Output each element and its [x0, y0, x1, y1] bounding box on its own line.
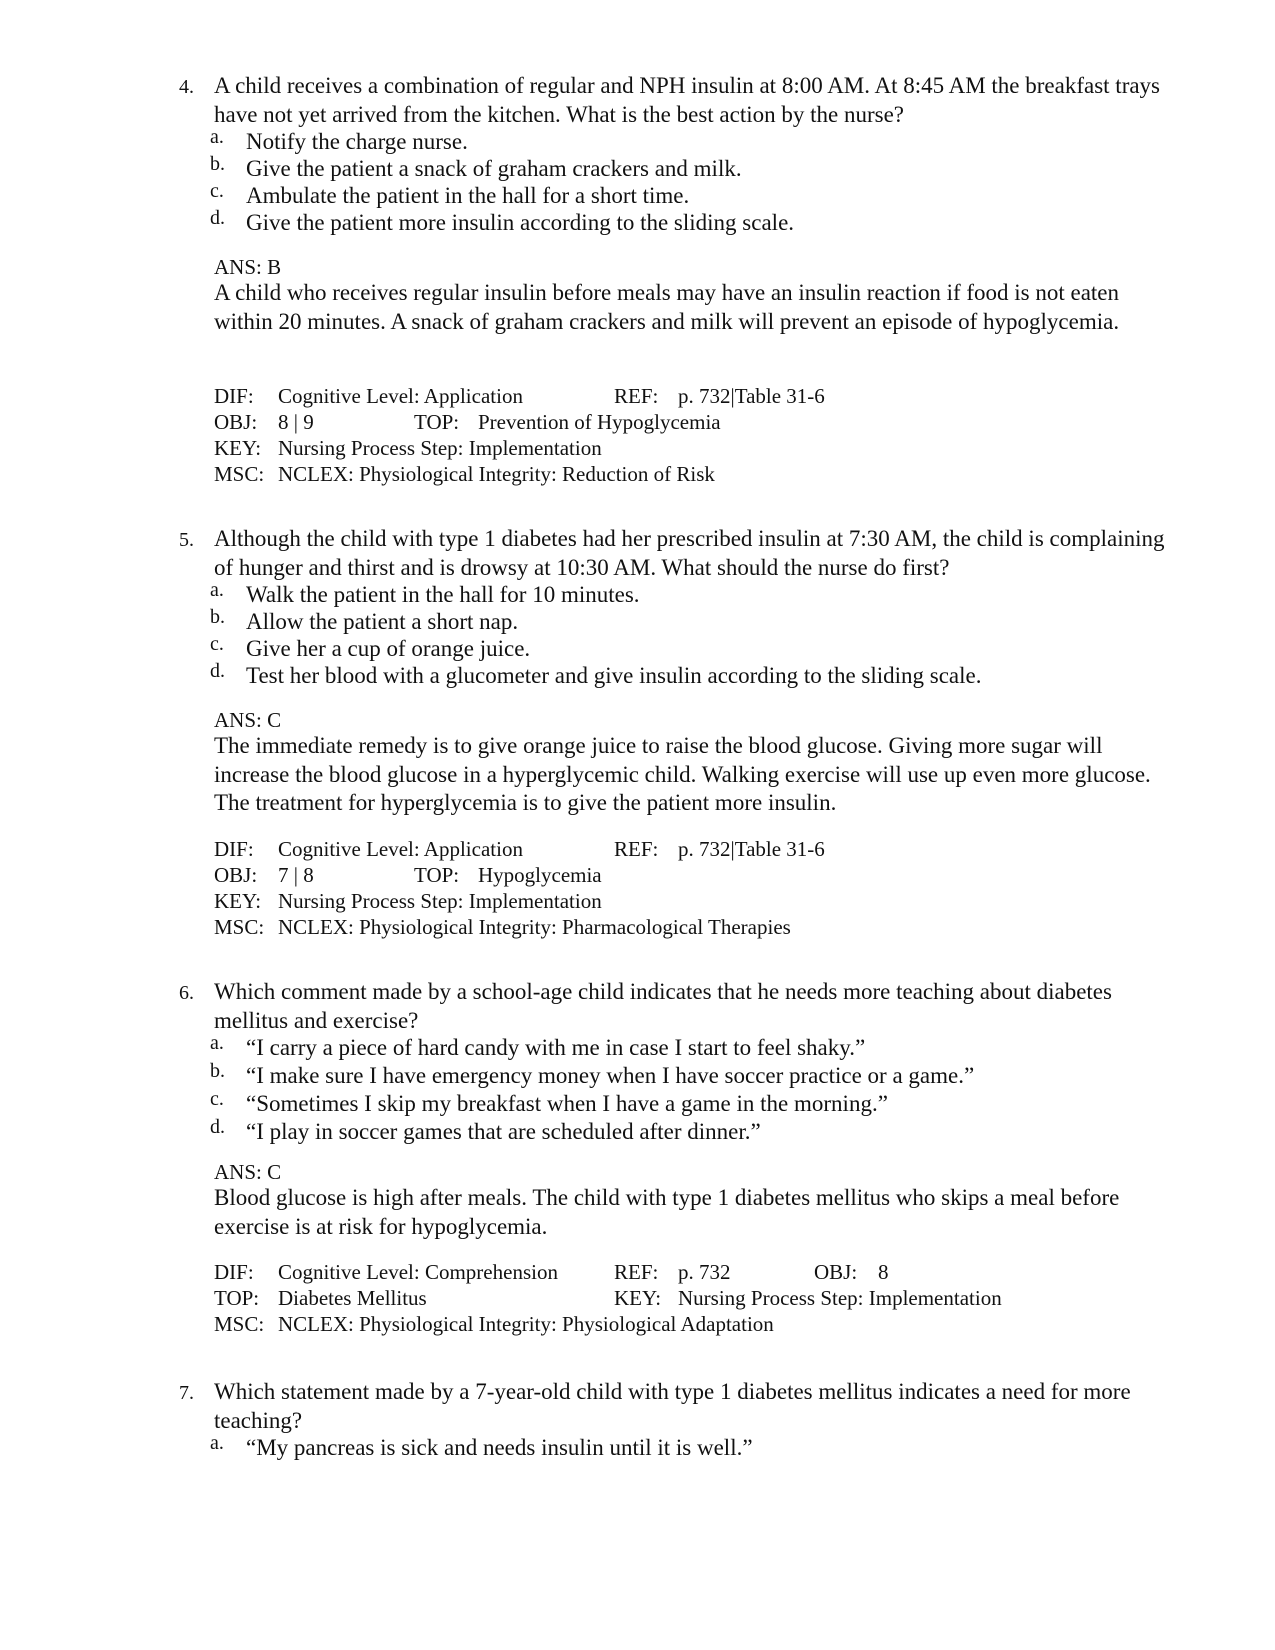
rationale: The immediate remedy is to give orange juice to raise the blood glucose. Giving more sugar will increase the blood glucose in a hyperglycemic child. Walking exercise will use up even more glucose. The treatment for hyperglycemia is to give the patient more insulin. — [214, 733, 1151, 815]
ref-label: REF: — [614, 1260, 659, 1284]
top-label: TOP: — [414, 863, 460, 887]
question-number: 5. — [179, 529, 194, 551]
top-value: Hypoglycemia — [478, 863, 602, 887]
msc-value: NCLEX: Physiological Integrity: Reduction of Risk — [278, 462, 715, 486]
choice-text: Notify the charge nurse. — [246, 129, 468, 154]
choice-letter: a. — [210, 579, 224, 601]
dif-value: Cognitive Level: Application — [278, 837, 523, 861]
choice-text: Give her a cup of orange juice. — [246, 636, 531, 661]
top-label: TOP: — [214, 1286, 260, 1310]
choice-letter: c. — [210, 1088, 224, 1110]
choice-letter: c. — [210, 633, 224, 655]
key-value: Nursing Process Step: Implementation — [278, 889, 602, 913]
choice-text: “I play in soccer games that are scheduled after dinner.” — [246, 1119, 761, 1144]
choice-text: “I make sure I have emergency money when I have soccer practice or a game.” — [246, 1063, 975, 1088]
choice-text: Give the patient more insulin according to the sliding scale. — [246, 210, 795, 235]
msc-label: MSC: — [214, 915, 265, 939]
rationale: Blood glucose is high after meals. The child with type 1 diabetes mellitus who skips a meal before exercise is at risk for hypoglycemia. — [214, 1185, 1120, 1239]
question-number: 7. — [179, 1382, 194, 1404]
choice-text: Ambulate the patient in the hall for a short time. — [246, 183, 690, 208]
ref-label: REF: — [614, 384, 659, 408]
obj-value: 7 | 8 — [278, 863, 314, 887]
obj-label: OBJ: — [214, 410, 258, 434]
dif-label: DIF: — [214, 837, 254, 861]
choice-letter: a. — [210, 126, 224, 148]
question-stem: Which comment made by a school-age child indicates that he needs more teaching about diabetes mellitus and exercise? — [214, 979, 1112, 1033]
top-value: Diabetes Mellitus — [278, 1286, 427, 1310]
obj-label: OBJ: — [814, 1260, 858, 1284]
key-label: KEY: — [214, 436, 262, 460]
question-number: 6. — [179, 982, 194, 1004]
choice-letter: d. — [210, 1116, 225, 1138]
msc-label: MSC: — [214, 462, 265, 486]
choice-letter: a. — [210, 1032, 224, 1054]
rationale: A child who receives regular insulin before meals may have an insulin reaction if food is not eaten within 20 minutes. A snack of graham crackers and milk will prevent an episode of hypoglycemia. — [214, 280, 1120, 334]
question-stem: Although the child with type 1 diabetes had her prescribed insulin at 7:30 AM, the child is complaining of hunger and thirst and is drowsy at 10:30 AM. What should the nurse do first? — [214, 526, 1165, 580]
dif-value: Cognitive Level: Application — [278, 384, 523, 408]
choice-text: Test her blood with a glucometer and give insulin according to the sliding scale. — [246, 663, 982, 688]
choice-letter: b. — [210, 153, 225, 175]
choice-text: Allow the patient a short nap. — [246, 609, 519, 634]
choice-letter: c. — [210, 180, 224, 202]
choice-text: “My pancreas is sick and needs insulin until it is well.” — [246, 1435, 753, 1460]
key-value: Nursing Process Step: Implementation — [278, 436, 602, 460]
answer-key: ANS: C — [214, 1160, 282, 1184]
choice-letter: d. — [210, 207, 225, 229]
key-value: Nursing Process Step: Implementation — [678, 1286, 1002, 1310]
key-label: KEY: — [214, 889, 262, 913]
obj-label: OBJ: — [214, 863, 258, 887]
msc-label: MSC: — [214, 1312, 265, 1336]
choice-text: “Sometimes I skip my breakfast when I have a game in the morning.” — [246, 1091, 888, 1116]
question-number: 4. — [179, 76, 194, 98]
choice-text: Walk the patient in the hall for 10 minutes. — [246, 582, 640, 607]
answer-key: ANS: C — [214, 708, 282, 732]
question-stem: Which statement made by a 7-year-old child with type 1 diabetes mellitus indicates a need for more teaching? — [214, 1379, 1131, 1433]
question-stem: A child receives a combination of regular and NPH insulin at 8:00 AM. At 8:45 AM the breakfast trays have not yet arrived from the kitchen. What is the best action by the nurse? — [214, 73, 1161, 127]
choice-letter: a. — [210, 1432, 224, 1454]
choice-letter: d. — [210, 660, 225, 682]
ref-value: p. 732|Table 31-6 — [678, 384, 825, 408]
dif-value: Cognitive Level: Comprehension — [278, 1260, 558, 1284]
key-label: KEY: — [614, 1286, 662, 1310]
msc-value: NCLEX: Physiological Integrity: Pharmacological Therapies — [278, 915, 791, 939]
ref-label: REF: — [614, 837, 659, 861]
choice-text: “I carry a piece of hard candy with me in case I start to feel shaky.” — [246, 1035, 866, 1060]
ref-value: p. 732 — [678, 1260, 731, 1284]
choice-text: Give the patient a snack of graham crackers and milk. — [246, 156, 742, 181]
dif-label: DIF: — [214, 384, 254, 408]
msc-value: NCLEX: Physiological Integrity: Physiological Adaptation — [278, 1312, 774, 1336]
dif-label: DIF: — [214, 1260, 254, 1284]
choice-letter: b. — [210, 1060, 225, 1082]
obj-value: 8 — [878, 1260, 889, 1284]
obj-value: 8 | 9 — [278, 410, 314, 434]
top-label: TOP: — [414, 410, 460, 434]
answer-key: ANS: B — [214, 255, 282, 279]
top-value: Prevention of Hypoglycemia — [478, 410, 721, 434]
choice-letter: b. — [210, 606, 225, 628]
ref-value: p. 732|Table 31-6 — [678, 837, 825, 861]
